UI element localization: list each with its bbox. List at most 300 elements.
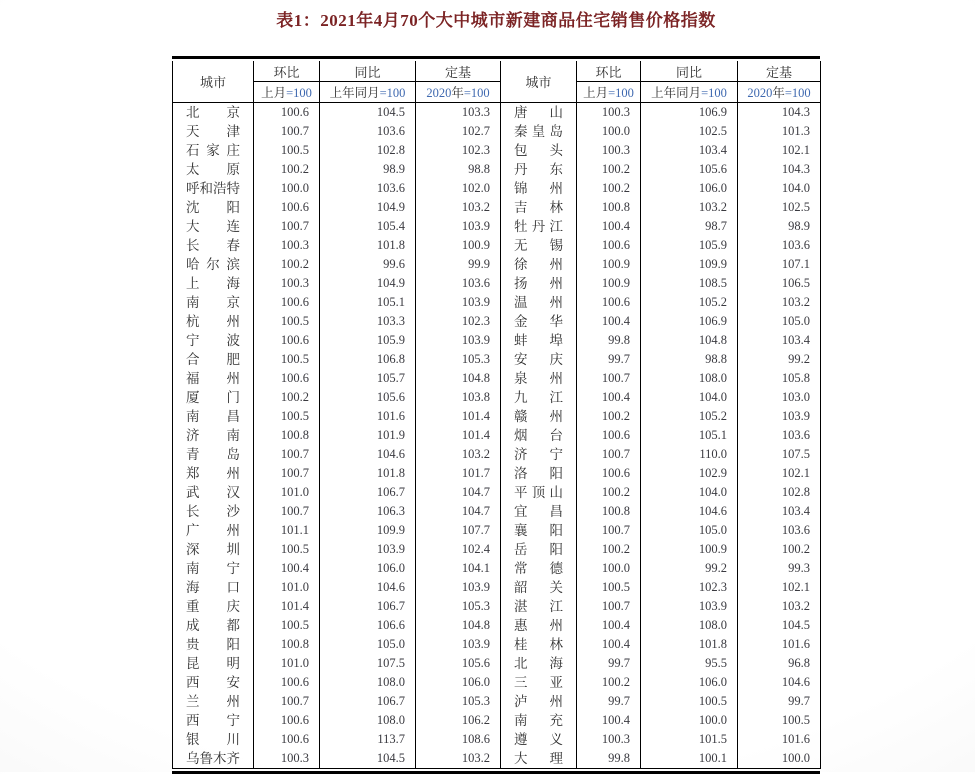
mom-cell: 100.8 [254, 426, 320, 445]
yoy-cell: 99.6 [320, 255, 416, 274]
city-cell [173, 654, 254, 673]
city-name: 石家庄 [186, 143, 240, 158]
base-cell: 102.1 [738, 141, 821, 160]
city-cell [501, 578, 577, 597]
yoy-cell: 100.0 [641, 711, 738, 730]
base-cell: 103.9 [416, 635, 501, 654]
table-row [173, 293, 821, 312]
table-body [173, 103, 821, 769]
mom-cell: 99.7 [577, 692, 641, 711]
city-name: 泸州 [514, 694, 563, 709]
yoy-cell: 100.1 [641, 749, 738, 769]
header-mom-right: 环比 [577, 61, 641, 82]
table-row [173, 540, 821, 559]
yoy-cell: 108.0 [320, 673, 416, 692]
subheader-yoy-left [320, 82, 416, 103]
yoy-cell: 105.0 [641, 521, 738, 540]
yoy-cell: 106.9 [641, 312, 738, 331]
yoy-cell: 105.6 [320, 388, 416, 407]
base-cell: 104.1 [416, 559, 501, 578]
city-name: 襄阳 [514, 523, 563, 538]
city-name: 徐州 [514, 257, 563, 272]
base-cell: 99.9 [416, 255, 501, 274]
base-cell: 107.1 [738, 255, 821, 274]
city-name: 包头 [514, 143, 563, 158]
mom-cell: 100.2 [577, 540, 641, 559]
subheader-number: =100 [379, 86, 406, 100]
city-cell [173, 103, 254, 123]
table-row [173, 692, 821, 711]
base-cell: 105.0 [738, 312, 821, 331]
city-name: 平顶山 [514, 485, 563, 500]
base-cell: 103.0 [738, 388, 821, 407]
city-name: 宜昌 [514, 504, 563, 519]
base-cell: 103.9 [416, 578, 501, 597]
mom-cell: 100.9 [577, 255, 641, 274]
city-cell [501, 217, 577, 236]
yoy-cell: 101.5 [641, 730, 738, 749]
yoy-cell: 110.0 [641, 445, 738, 464]
mom-cell: 101.0 [254, 483, 320, 502]
price-index-grid [172, 61, 821, 769]
yoy-cell: 103.9 [320, 540, 416, 559]
base-cell: 102.3 [416, 141, 501, 160]
city-cell [501, 103, 577, 123]
yoy-cell: 101.8 [641, 635, 738, 654]
city-name: 合肥 [186, 352, 240, 367]
table-row [173, 369, 821, 388]
table-row [173, 236, 821, 255]
base-cell: 100.2 [738, 540, 821, 559]
city-name: 南充 [514, 713, 563, 728]
city-name: 蚌埠 [514, 333, 563, 348]
base-cell: 105.3 [416, 350, 501, 369]
yoy-cell: 104.5 [320, 103, 416, 123]
city-name: 乌鲁木齐 [186, 751, 240, 766]
yoy-cell: 105.9 [641, 236, 738, 255]
base-cell: 105.6 [416, 654, 501, 673]
subheader-text: 年 [451, 86, 464, 100]
table-row [173, 255, 821, 274]
city-name: 贵阳 [186, 637, 240, 652]
mom-cell: 100.8 [254, 635, 320, 654]
city-name: 成都 [186, 618, 240, 633]
mom-cell: 100.6 [254, 730, 320, 749]
yoy-cell: 101.8 [320, 236, 416, 255]
mom-cell: 100.4 [577, 312, 641, 331]
city-cell [501, 407, 577, 426]
mom-cell: 101.0 [254, 654, 320, 673]
mom-cell: 100.7 [254, 464, 320, 483]
city-cell [173, 388, 254, 407]
city-name: 重庆 [186, 599, 240, 614]
table-row [173, 635, 821, 654]
city-cell [173, 331, 254, 350]
yoy-cell: 104.0 [641, 388, 738, 407]
mom-cell: 100.4 [254, 559, 320, 578]
city-name: 宁波 [186, 333, 240, 348]
mom-cell: 100.6 [254, 369, 320, 388]
mom-cell: 100.5 [254, 141, 320, 160]
yoy-cell: 108.0 [641, 616, 738, 635]
yoy-cell: 98.8 [641, 350, 738, 369]
table-row [173, 654, 821, 673]
table-row [173, 407, 821, 426]
city-cell [173, 407, 254, 426]
mom-cell: 100.4 [577, 635, 641, 654]
city-cell [501, 331, 577, 350]
base-cell: 99.3 [738, 559, 821, 578]
mom-cell: 100.2 [254, 388, 320, 407]
mom-cell: 100.3 [577, 141, 641, 160]
city-name: 赣州 [514, 409, 563, 424]
mom-cell: 100.2 [577, 483, 641, 502]
mom-cell: 100.5 [577, 578, 641, 597]
base-cell: 103.9 [416, 331, 501, 350]
mom-cell: 100.6 [577, 293, 641, 312]
base-cell: 98.9 [738, 217, 821, 236]
city-cell [501, 635, 577, 654]
yoy-cell: 104.9 [320, 198, 416, 217]
subheader-number: 2020 [426, 86, 452, 100]
city-cell [501, 502, 577, 521]
base-cell: 108.6 [416, 730, 501, 749]
yoy-cell: 102.8 [320, 141, 416, 160]
table-row [173, 217, 821, 236]
table-header [173, 61, 821, 103]
city-name: 青岛 [186, 447, 240, 462]
table-row [173, 673, 821, 692]
city-cell [173, 217, 254, 236]
city-cell [173, 236, 254, 255]
table-row [173, 198, 821, 217]
city-name: 郑州 [186, 466, 240, 481]
yoy-cell: 106.9 [641, 103, 738, 123]
base-cell: 104.8 [416, 616, 501, 635]
city-name: 泉州 [514, 371, 563, 386]
header-city-left: 城市 [173, 61, 254, 103]
mom-cell: 99.7 [577, 654, 641, 673]
city-cell [173, 559, 254, 578]
city-cell [173, 578, 254, 597]
city-cell [501, 616, 577, 635]
city-cell [173, 483, 254, 502]
yoy-cell: 106.3 [320, 502, 416, 521]
yoy-cell: 103.4 [641, 141, 738, 160]
mom-cell: 100.2 [254, 160, 320, 179]
subheader-number: =100 [701, 86, 727, 100]
city-name: 金华 [514, 314, 563, 329]
yoy-cell: 104.6 [320, 445, 416, 464]
base-cell: 104.3 [738, 160, 821, 179]
city-cell [173, 426, 254, 445]
city-name: 遵义 [514, 732, 563, 747]
mom-cell: 99.7 [577, 350, 641, 369]
yoy-cell: 105.6 [641, 160, 738, 179]
city-cell [173, 122, 254, 141]
base-cell: 98.8 [416, 160, 501, 179]
mom-cell: 100.6 [254, 673, 320, 692]
subheader-yoy-right [641, 82, 738, 103]
mom-cell: 100.2 [577, 179, 641, 198]
mom-cell: 100.7 [254, 122, 320, 141]
yoy-cell: 105.2 [641, 407, 738, 426]
base-cell: 102.0 [416, 179, 501, 198]
city-name: 深圳 [186, 542, 240, 557]
subheader-text: 上月 [583, 86, 609, 100]
subheader-number: 2020 [747, 86, 773, 100]
city-name: 扬州 [514, 276, 563, 291]
city-cell [501, 312, 577, 331]
city-name: 太原 [186, 162, 240, 177]
yoy-cell: 99.2 [641, 559, 738, 578]
mom-cell: 100.7 [577, 521, 641, 540]
mom-cell: 100.7 [254, 217, 320, 236]
yoy-cell: 104.6 [320, 578, 416, 597]
city-cell [173, 464, 254, 483]
city-name: 北京 [186, 105, 240, 120]
city-name: 丹东 [514, 162, 563, 177]
yoy-cell: 108.0 [320, 711, 416, 730]
yoy-cell: 104.0 [641, 483, 738, 502]
base-cell: 102.4 [416, 540, 501, 559]
city-cell [501, 274, 577, 293]
city-cell [501, 369, 577, 388]
mom-cell: 100.6 [254, 103, 320, 123]
yoy-cell: 103.6 [320, 122, 416, 141]
mom-cell: 100.8 [577, 198, 641, 217]
base-cell: 103.2 [738, 293, 821, 312]
table-row [173, 331, 821, 350]
base-cell: 104.8 [416, 369, 501, 388]
subheader-text: 上年同月 [651, 86, 702, 100]
city-name: 哈尔滨 [186, 257, 240, 272]
base-cell: 106.0 [416, 673, 501, 692]
table-row [173, 388, 821, 407]
header-base-right: 定基 [738, 61, 821, 82]
subheader-text: 上月 [261, 86, 287, 100]
mom-cell: 100.4 [577, 711, 641, 730]
mom-cell: 100.5 [254, 540, 320, 559]
base-cell: 104.7 [416, 502, 501, 521]
city-cell [173, 350, 254, 369]
yoy-cell: 95.5 [641, 654, 738, 673]
table-row [173, 445, 821, 464]
mom-cell: 100.3 [254, 236, 320, 255]
base-cell: 107.5 [738, 445, 821, 464]
base-cell: 103.4 [738, 331, 821, 350]
yoy-cell: 103.9 [641, 597, 738, 616]
city-name: 厦门 [186, 390, 240, 405]
mom-cell: 100.7 [577, 597, 641, 616]
yoy-cell: 108.5 [641, 274, 738, 293]
city-name: 唐山 [514, 105, 563, 120]
table-row [173, 749, 821, 769]
city-name: 北海 [514, 656, 563, 671]
city-cell [501, 749, 577, 769]
city-cell [501, 597, 577, 616]
city-name: 西宁 [186, 713, 240, 728]
city-name: 济南 [186, 428, 240, 443]
city-cell [501, 255, 577, 274]
yoy-cell: 108.0 [641, 369, 738, 388]
yoy-cell: 100.9 [641, 540, 738, 559]
city-cell [501, 464, 577, 483]
mom-cell: 100.6 [254, 331, 320, 350]
yoy-cell: 106.6 [320, 616, 416, 635]
city-cell [173, 521, 254, 540]
base-cell: 104.3 [738, 103, 821, 123]
city-name: 银川 [186, 732, 240, 747]
city-name: 湛江 [514, 599, 563, 614]
table-row [173, 312, 821, 331]
city-name: 惠州 [514, 618, 563, 633]
mom-cell: 100.5 [254, 616, 320, 635]
base-cell: 100.9 [416, 236, 501, 255]
table-row [173, 578, 821, 597]
yoy-cell: 105.9 [320, 331, 416, 350]
mom-cell: 100.7 [577, 369, 641, 388]
subheader-number: =100 [608, 86, 634, 100]
base-cell: 102.5 [738, 198, 821, 217]
base-cell: 102.1 [738, 578, 821, 597]
yoy-cell: 105.1 [320, 293, 416, 312]
yoy-cell: 102.5 [641, 122, 738, 141]
mom-cell: 100.6 [577, 464, 641, 483]
base-cell: 103.9 [738, 407, 821, 426]
table-row [173, 730, 821, 749]
base-cell: 103.2 [416, 198, 501, 217]
yoy-cell: 109.9 [320, 521, 416, 540]
subheader-mom-left [254, 82, 320, 103]
city-cell [173, 198, 254, 217]
city-name: 杭州 [186, 314, 240, 329]
table-row [173, 521, 821, 540]
mom-cell: 100.3 [254, 274, 320, 293]
mom-cell: 100.7 [577, 445, 641, 464]
base-cell: 104.0 [738, 179, 821, 198]
city-cell [173, 540, 254, 559]
subheader-number: =100 [784, 86, 811, 100]
city-cell [501, 122, 577, 141]
mom-cell: 100.9 [577, 274, 641, 293]
base-cell: 100.0 [738, 749, 821, 769]
city-cell [173, 160, 254, 179]
city-cell [173, 692, 254, 711]
yoy-cell: 105.7 [320, 369, 416, 388]
city-cell [173, 673, 254, 692]
mom-cell: 100.6 [577, 236, 641, 255]
table-row [173, 559, 821, 578]
city-cell [501, 483, 577, 502]
base-cell: 100.5 [738, 711, 821, 730]
base-cell: 103.2 [416, 749, 501, 769]
city-name: 上海 [186, 276, 240, 291]
yoy-cell: 105.1 [641, 426, 738, 445]
base-cell: 102.8 [738, 483, 821, 502]
base-cell: 101.4 [416, 407, 501, 426]
city-name: 安庆 [514, 352, 563, 367]
base-cell: 103.6 [738, 426, 821, 445]
city-name: 温州 [514, 295, 563, 310]
mom-cell: 100.0 [254, 179, 320, 198]
city-cell [173, 141, 254, 160]
mom-cell: 100.6 [577, 426, 641, 445]
city-name: 韶关 [514, 580, 563, 595]
city-cell [173, 616, 254, 635]
yoy-cell: 104.6 [641, 502, 738, 521]
base-cell: 105.3 [416, 597, 501, 616]
base-cell: 103.3 [416, 103, 501, 123]
mom-cell: 101.1 [254, 521, 320, 540]
table-title: 表1：2021年4月70个大中城市新建商品住宅销售价格指数 [276, 11, 716, 30]
city-name: 桂林 [514, 637, 563, 652]
base-cell: 104.5 [738, 616, 821, 635]
header-mom-left: 环比 [254, 61, 320, 82]
city-cell [501, 559, 577, 578]
header-city-right: 城市 [501, 61, 577, 103]
city-cell [173, 312, 254, 331]
city-name: 锦州 [514, 181, 563, 196]
city-cell [501, 692, 577, 711]
base-cell: 104.7 [416, 483, 501, 502]
yoy-cell: 106.7 [320, 483, 416, 502]
city-cell [501, 388, 577, 407]
mom-cell: 100.3 [254, 749, 320, 769]
city-cell [501, 673, 577, 692]
base-cell: 105.8 [738, 369, 821, 388]
table-row [173, 160, 821, 179]
mom-cell: 100.7 [254, 502, 320, 521]
city-name: 岳阳 [514, 542, 563, 557]
city-cell [173, 179, 254, 198]
mom-cell: 100.0 [577, 559, 641, 578]
yoy-cell: 98.7 [641, 217, 738, 236]
base-cell: 99.7 [738, 692, 821, 711]
yoy-cell: 101.8 [320, 464, 416, 483]
city-name: 南京 [186, 295, 240, 310]
header-yoy-right: 同比 [641, 61, 738, 82]
city-cell [501, 293, 577, 312]
city-name: 西安 [186, 675, 240, 690]
city-cell [173, 597, 254, 616]
city-cell [173, 730, 254, 749]
subheader-mom-right [577, 82, 641, 103]
yoy-cell: 106.0 [320, 559, 416, 578]
yoy-cell: 102.3 [641, 578, 738, 597]
city-cell [173, 255, 254, 274]
subheader-number: =100 [286, 86, 312, 100]
city-name: 济宁 [514, 447, 563, 462]
city-name: 大理 [514, 751, 563, 766]
city-name: 烟台 [514, 428, 563, 443]
yoy-cell: 106.0 [641, 179, 738, 198]
mom-cell: 100.5 [254, 350, 320, 369]
city-cell [501, 445, 577, 464]
price-index-table [172, 56, 820, 774]
yoy-cell: 105.2 [641, 293, 738, 312]
city-name: 昆明 [186, 656, 240, 671]
table-row [173, 350, 821, 369]
city-cell [501, 540, 577, 559]
base-cell: 99.2 [738, 350, 821, 369]
city-name: 呼和浩特 [186, 181, 240, 196]
city-name: 牡丹江 [514, 219, 563, 234]
city-name: 长沙 [186, 504, 240, 519]
city-cell [501, 521, 577, 540]
table-row [173, 711, 821, 730]
city-name: 九江 [514, 390, 563, 405]
